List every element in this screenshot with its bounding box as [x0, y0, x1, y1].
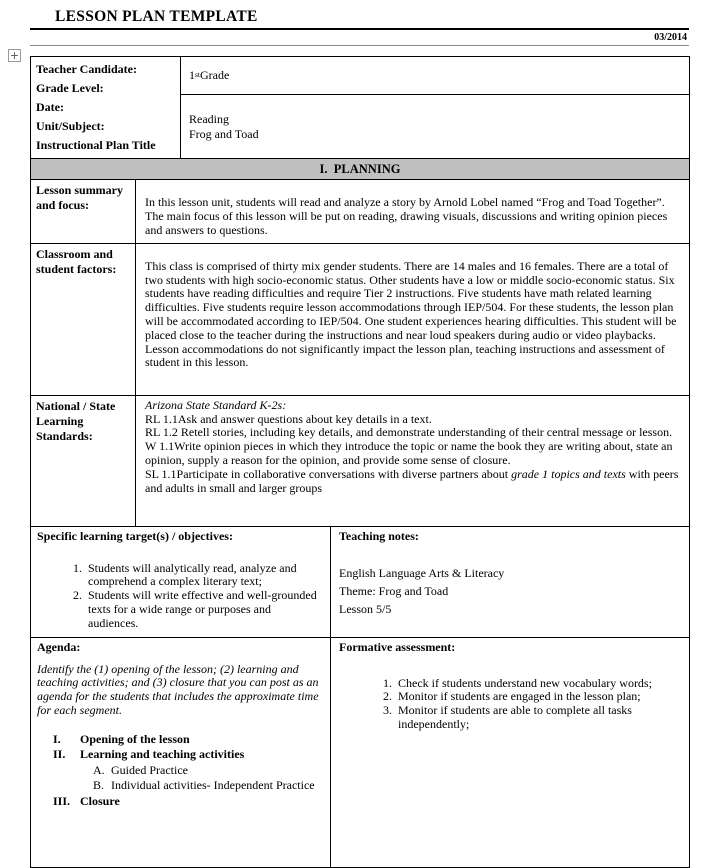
standard-line: W 1.1Write opinion pieces in which they introduce the topic or name the book they are writing about, state an opinion, supply a reason for the opinion, and provide some sense of closure. [145, 439, 673, 467]
teaching-notes-cell [331, 527, 689, 637]
assessment-item: 3. Monitor if students are able to complete all tasks independently; [395, 704, 683, 732]
agenda-outline-item [37, 732, 324, 748]
formative-assessment-label: Formative assessment: [339, 639, 456, 654]
lesson-summary-cell [136, 180, 689, 242]
classroom-factors-text: This class is comprised of thirty mix gender students. There are 14 males and 16 females. There are a total of two students with high socio-economic status. Other students have a low or middle socio-economic status. Six students have reading difficulties and require Tier 2 instructions. Five students have math related learning difficulties. Five students require lesson accommodations through IEP/504. For these students, the lesson plan will be accommodated according to IEP/504. One student experiences hearing difficulties. This student will be placed close to the teacher during the instructions and near loud speakers during audio or video playbacks. Lesson accommodations do not significantly impact the lesson plan, teaching instructions and assessment of student in this lesson. [145, 258, 677, 370]
sub-outline-letter: A. [93, 762, 105, 777]
grade-ordinal-suffix: st [195, 70, 200, 80]
lesson-summary-label: Lesson summary and focus: [31, 180, 136, 242]
standards-label: National / State Learning Standards: [31, 396, 136, 526]
subject-line: Reading [189, 111, 229, 126]
classroom-factors-row [31, 243, 689, 395]
header-values-cell [181, 57, 689, 158]
teacher-candidate-label: Teacher Candidate: [36, 62, 138, 76]
outline-text: Opening of the lesson [80, 731, 190, 746]
standards-heading: Arizona State Standard K-2s: [145, 397, 287, 412]
standards-cell [136, 396, 689, 526]
agenda-outline-item [37, 747, 324, 763]
agenda-cell [31, 638, 331, 867]
grade-level-label: Grade Level: [36, 81, 104, 95]
lesson-summary-row [31, 179, 689, 242]
header-labels-cell [31, 57, 181, 158]
lesson-plan-table [30, 56, 690, 868]
agenda-label: Agenda: [37, 639, 81, 654]
grade-level-value [181, 57, 689, 95]
standards-row [31, 395, 689, 526]
outline-numeral: III. [53, 793, 71, 808]
version-date: 03/2014 [654, 32, 687, 43]
standard-sl-pre: SL 1.1Participate in collaborative conversations with diverse partners about [145, 466, 512, 481]
table-move-handle-icon[interactable]: + [9, 49, 20, 62]
objectives-label: Specific learning target(s) / objectives: [37, 528, 233, 543]
grade-number: 1 [189, 67, 195, 82]
page-title: LESSON PLAN TEMPLATE [55, 8, 258, 25]
agenda-sub-item [37, 778, 324, 794]
outline-text: Learning and teaching activities [80, 747, 245, 762]
assessment-item: 1. Check if students understand new vocabulary words; [395, 677, 683, 691]
standard-sl-post: with peers and adults in small and larger groups [145, 466, 679, 495]
sub-outline-text: Individual activities- Independent Practice [111, 778, 315, 793]
sub-outline-text: Guided Practice [111, 762, 188, 777]
classroom-factors-cell [136, 244, 689, 395]
classroom-factors-label: Classroom and student factors: [31, 244, 136, 395]
teaching-note-line: Lesson 5/5 [339, 601, 392, 616]
teaching-note-line: Theme: Frog and Toad [339, 583, 449, 598]
document-page [0, 8, 705, 838]
teaching-notes-label: Teaching notes: [339, 528, 419, 543]
objective-item: 1. Students will analytically read, analyze and comprehend a complex literary text; [85, 562, 324, 590]
grade-word: Grade [199, 67, 230, 82]
standard-line: RL 1.1Ask and answer questions about key details in a text. [145, 411, 432, 426]
standard-sl-italic: grade 1 topics and texts [511, 466, 626, 481]
document-header [30, 8, 689, 30]
objective-item: 2. Students will write effective and well-grounded texts for a wide range or purposes and audiences. [85, 589, 324, 630]
formative-assessment-list [339, 677, 683, 732]
objectives-list [37, 562, 324, 631]
outline-text: Closure [80, 793, 120, 808]
subject-line: Frog and Toad [189, 126, 259, 141]
outline-numeral: II. [53, 747, 66, 762]
date-label: Date: [36, 100, 64, 114]
lesson-summary-text: In this lesson unit, students will read and analyze a story by Arnold Lobel named “Frog and Toad Together”. The main focus of this lesson will be put on reading, drawing visuals, discussions and writing opinion pieces and answers to questions. [145, 195, 668, 237]
agenda-outline-item [37, 794, 324, 810]
agenda-outline [37, 732, 324, 810]
objectives-cell [31, 527, 331, 637]
instructional-plan-title-label: Instructional Plan Title [36, 138, 156, 152]
unit-subject-value [181, 95, 689, 158]
agenda-instructions: Identify the (1) opening of the lesson; (2) learning and teaching activities; and (3) closure that you can post as an agenda for the students that includes the approximate time for each segment. [37, 661, 319, 717]
standard-line: RL 1.2 Retell stories, including key details, and demonstrate understanding of their central message or lesson. [145, 425, 673, 440]
planning-section-header: I. PLANNING [31, 158, 689, 179]
version-date-row [30, 30, 689, 46]
standard-line [145, 468, 680, 496]
teaching-notes [339, 564, 683, 618]
header-info-row [31, 57, 689, 158]
objectives-notes-row [31, 526, 689, 637]
formative-assessment-cell [331, 638, 689, 867]
teaching-note-line: English Language Arts & Literacy [339, 565, 505, 580]
agenda-assessment-row [31, 637, 689, 867]
sub-outline-letter: B. [93, 778, 105, 793]
outline-numeral: I. [53, 731, 61, 746]
unit-subject-label: Unit/Subject: [36, 119, 105, 133]
agenda-sub-item [37, 763, 324, 779]
assessment-item: 2. Monitor if students are engaged in the lesson plan; [395, 690, 683, 704]
